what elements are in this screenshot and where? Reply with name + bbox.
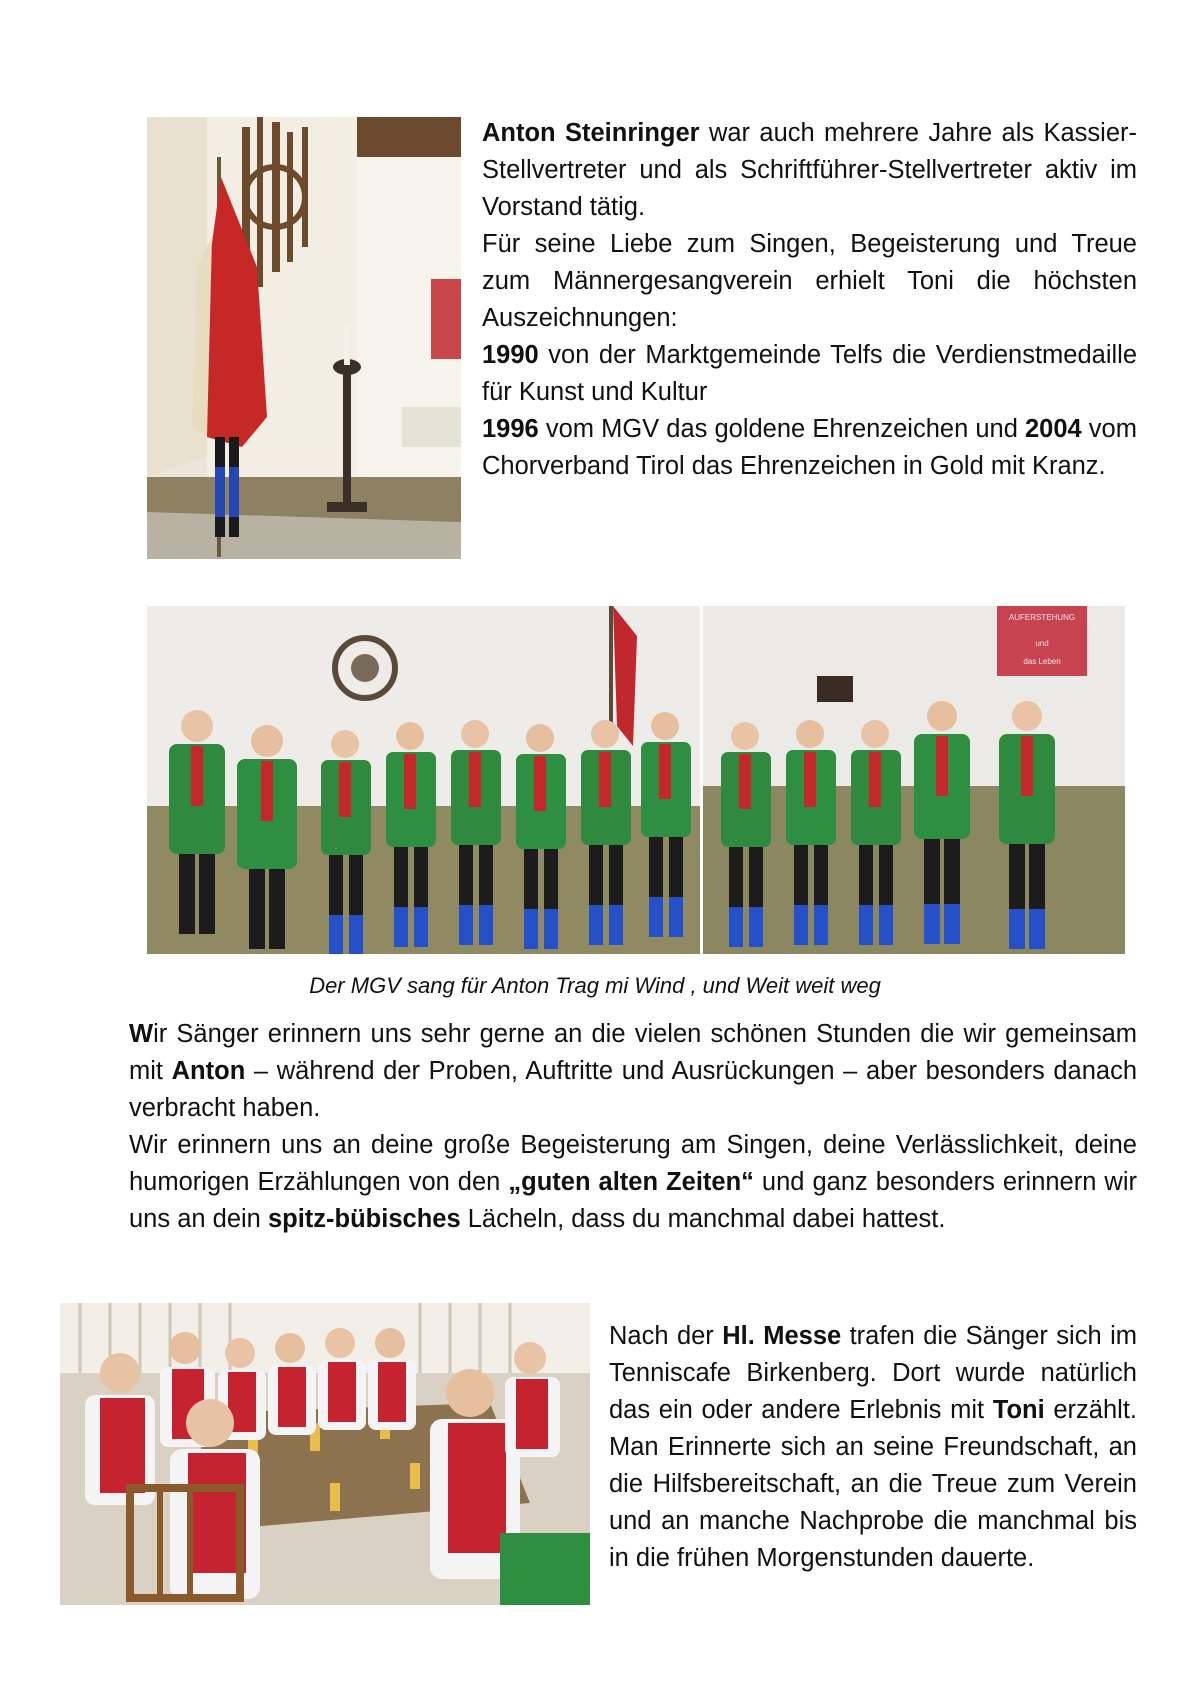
memories-text-2: – während der Proben, Auftritte und Ausrückungen – aber besonders danach verbracht haben. bbox=[129, 1057, 1138, 1122]
intro-text: war auch mehrere Jahre als Kassier-Stellvertreter und als Schriftführer-Stellvertreter aktiv im Vorstand tätig. bbox=[482, 119, 1137, 221]
after-mass-paragraph bbox=[609, 1318, 1137, 1577]
after-text-1: Nach der bbox=[609, 1322, 723, 1350]
photo-church-flag bbox=[147, 117, 461, 559]
memories-text-4: und ganz besonders erinnern wir uns an dein bbox=[129, 1168, 1137, 1233]
year-2004: 2004 bbox=[1024, 415, 1082, 443]
award-1996: vom MGV das goldene Ehrenzeichen und bbox=[538, 415, 1025, 443]
name-anton: Anton bbox=[171, 1057, 246, 1085]
intro-paragraph bbox=[482, 115, 1137, 485]
quote-good-old-times: „guten alten Zeiten“ bbox=[508, 1168, 754, 1196]
bold-spitz-buebisches: spitz-bübisches bbox=[267, 1205, 461, 1233]
photo-choir-group bbox=[147, 606, 1125, 954]
after-text-3: erzählt. Man Erinnerte sich an seine Freundschaft, an die Hilfsbereitschaft, an die Treue zum Verein und an manche Nachprobe die manchmal bis in die frühen Morgenstunden dauerte. bbox=[609, 1396, 1137, 1572]
love-text: Für seine Liebe zum Singen, Begeisterung und Treue zum Männergesangverein erhielt Toni die höchsten Auszeichnungen: bbox=[482, 230, 1137, 332]
memories-text-3: Wir erinnern uns an deine große Begeisterung am Singen, deine Verlässlichkeit, deine humorigen Erzählungen von den bbox=[129, 1131, 1137, 1196]
svg-text:das Leben: das Leben bbox=[1023, 657, 1061, 666]
svg-text:und: und bbox=[1035, 639, 1049, 648]
year-1996: 1996 bbox=[482, 415, 539, 443]
award-1990: von der Marktgemeinde Telfs die Verdienstmedaille für Kunst und Kultur bbox=[482, 341, 1137, 406]
svg-text:AUFERSTEHUNG: AUFERSTEHUNG bbox=[1008, 613, 1076, 622]
memories-text-5: Lächeln, dass du manchmal dabei hattest. bbox=[460, 1205, 946, 1233]
name-toni: Toni bbox=[992, 1396, 1045, 1424]
memories-text-1: ir Sänger erinnern uns sehr gerne an die vielen schönen Stunden die wir gemeinsam mit bbox=[129, 1020, 1137, 1085]
photo-cafe-table bbox=[60, 1303, 590, 1605]
memories-paragraph bbox=[129, 1016, 1137, 1238]
award-2004: vom Chorverband Tirol das Ehrenzeichen in Gold mit Kranz. bbox=[482, 415, 1137, 480]
name-anton-steinringer: Anton Steinringer bbox=[482, 119, 700, 147]
year-1990: 1990 bbox=[482, 341, 539, 369]
after-text-2: trafen die Sänger sich im Tenniscafe Birkenberg. Dort wurde natürlich das ein oder andere Erlebnis mit bbox=[609, 1322, 1137, 1424]
bold-hl-messe: Hl. Messe bbox=[722, 1322, 842, 1350]
photo-caption: Der MGV sang für Anton Trag mi Wind , und Weit weit weg bbox=[309, 973, 881, 998]
drop-letter-w: W bbox=[129, 1020, 154, 1048]
